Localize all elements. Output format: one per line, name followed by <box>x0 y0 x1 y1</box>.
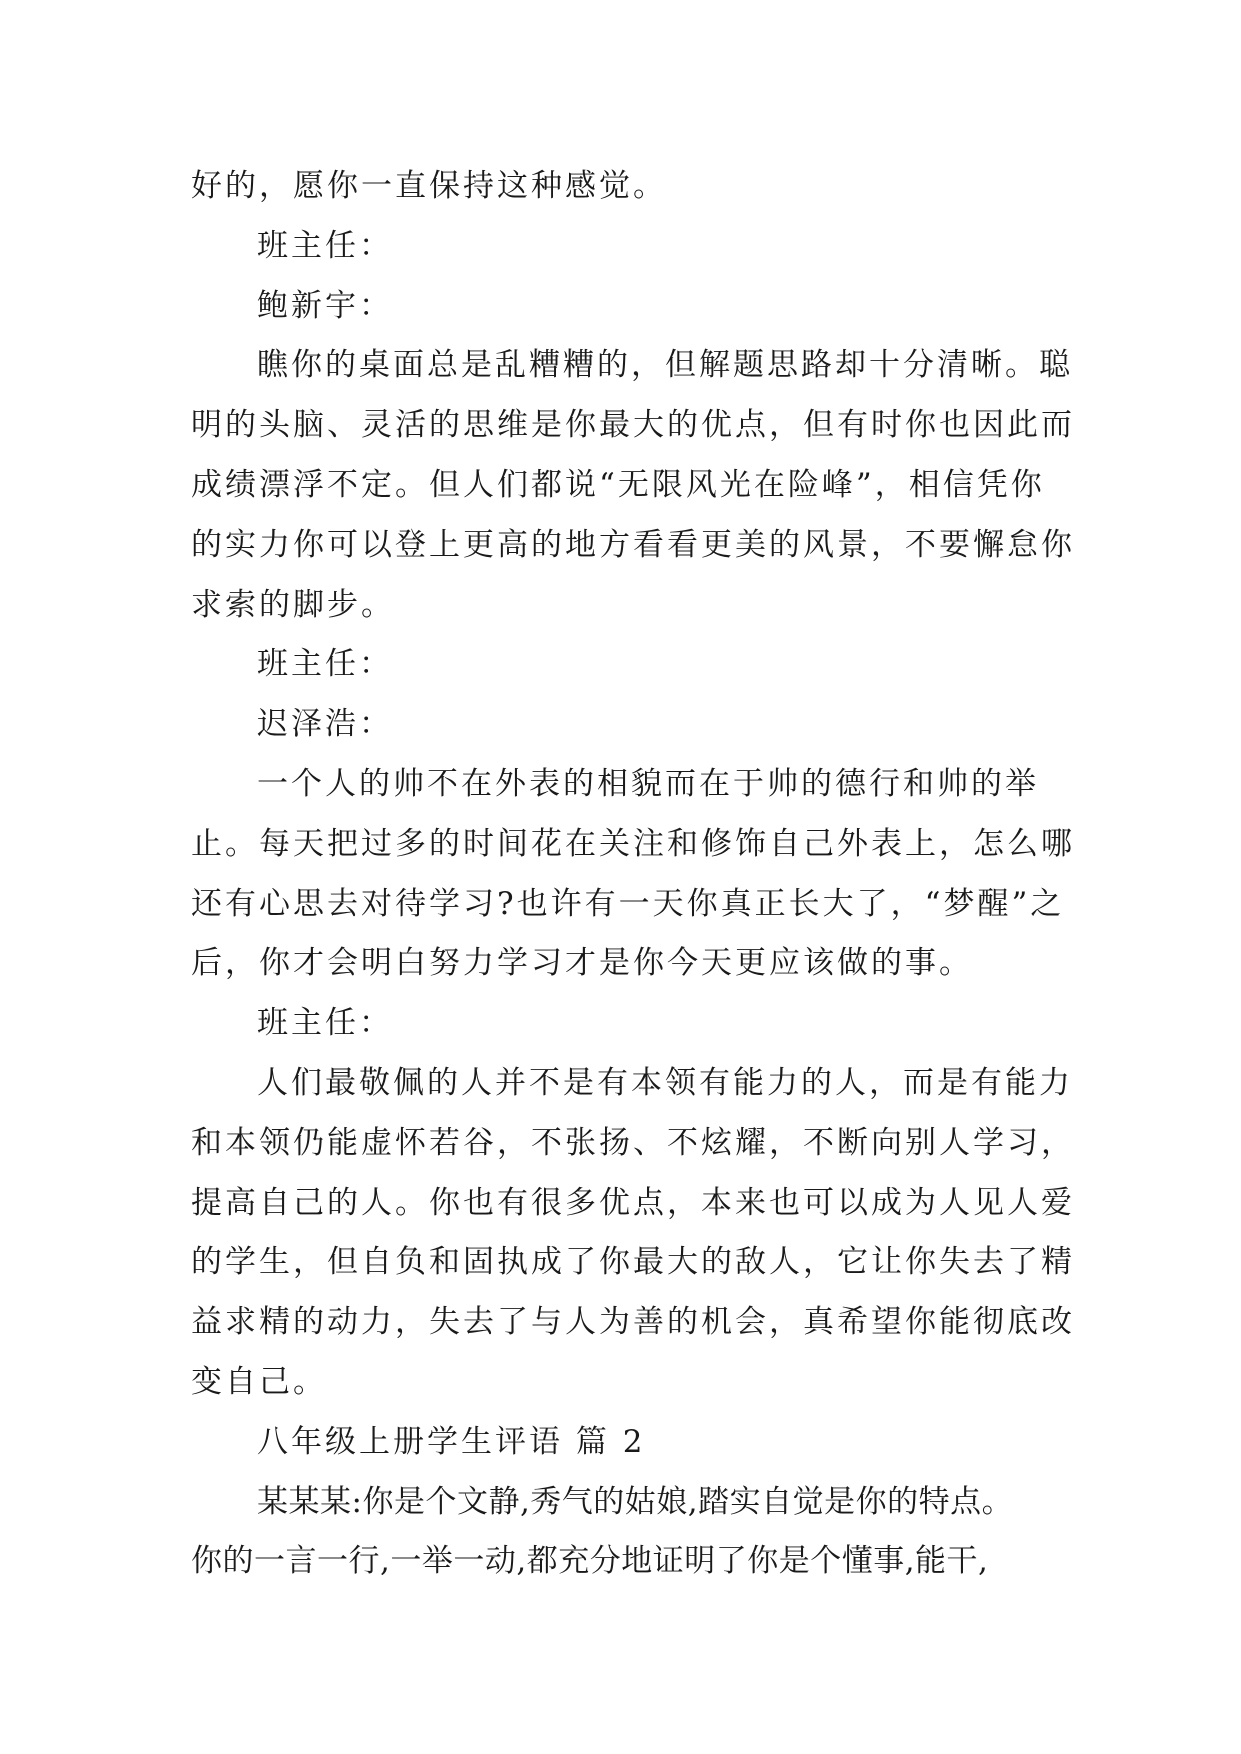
text-line: 的实力你可以登上更高的地方看看更美的风景，不要懈怠你 <box>191 526 1075 563</box>
text-line: 你的一言一行,一举一动,都充分地证明了你是个懂事,能干, <box>191 1543 989 1580</box>
text-line: 后，你才会明白努力学习才是你今天更应该做的事。 <box>191 945 973 982</box>
text-line: 成绩漂浮不定。但人们都说“无限风光在险峰”，相信凭你 <box>191 466 1045 503</box>
text-line: 止。每天把过多的时间花在关注和修饰自己外表上，怎么哪 <box>191 825 1075 862</box>
label-teacher: 班主任： <box>257 227 393 264</box>
label-teacher: 班主任： <box>257 1005 393 1042</box>
student-name: 鲍新宇： <box>257 287 393 324</box>
text-line: 明的头脑、灵活的思维是你最大的优点，但有时你也因此而 <box>191 407 1075 444</box>
text-line: 的学生，但自负和固执成了你最大的敌人，它让你失去了精 <box>191 1244 1075 1281</box>
text-line: 提高自己的人。你也有很多优点，本来也可以成为人见人爱 <box>191 1184 1075 1221</box>
text-line: 益求精的动力，失去了与人为善的机会，真希望你能彻底改 <box>191 1304 1075 1341</box>
text-line: 和本领仍能虚怀若谷，不张扬、不炫耀，不断向别人学习， <box>191 1124 1075 1161</box>
text-line: 好的，愿你一直保持这种感觉。 <box>191 168 667 204</box>
text-line: 人们最敬佩的人并不是有本领有能力的人，而是有能力 <box>257 1064 1073 1101</box>
text-line: 瞧你的桌面总是乱糟糟的，但解题思路却十分清晰。聪 <box>257 347 1073 384</box>
document-body <box>191 157 1075 1592</box>
student-name: 迟泽浩： <box>257 706 393 743</box>
text-line: 还有心思去对待学习?也许有一天你真正长大了，“梦醒”之 <box>191 885 1065 922</box>
text-line: 求索的脚步。 <box>191 586 395 623</box>
text-line: 变自己。 <box>191 1363 327 1400</box>
section-heading: 八年级上册学生评语 篇 2 <box>257 1423 646 1460</box>
text-line: 某某某:你是个文静,秀气的姑娘,踏实自觉是你的特点。 <box>257 1483 1014 1520</box>
text-line: 一个人的帅不在外表的相貌而在于帅的德行和帅的举 <box>257 765 1039 802</box>
label-teacher: 班主任： <box>257 646 393 683</box>
